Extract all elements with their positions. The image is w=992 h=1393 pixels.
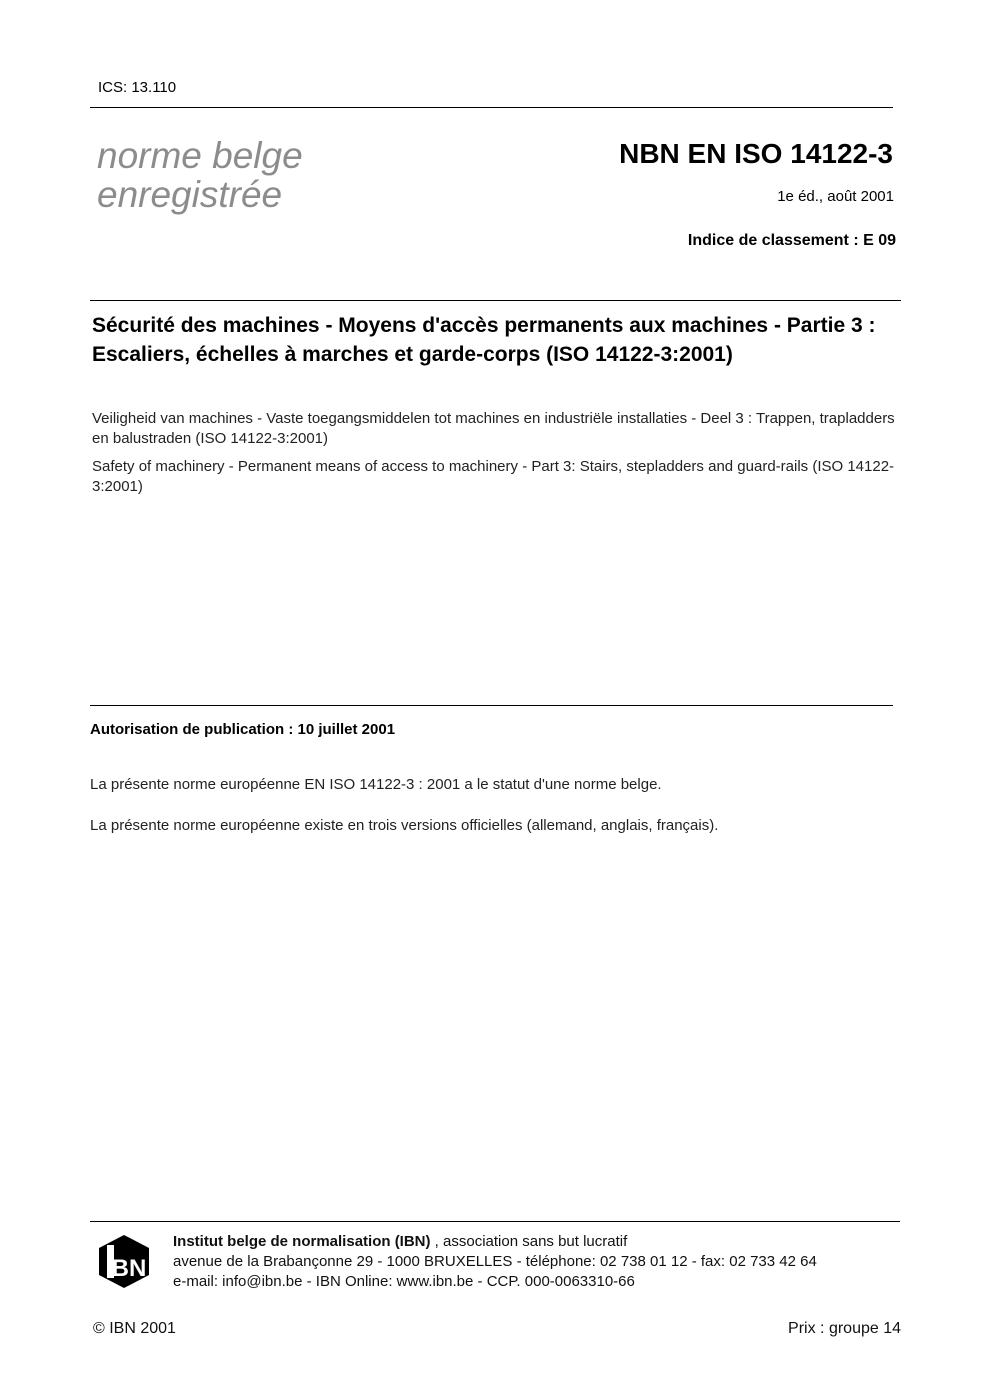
footer-divider: [90, 1221, 900, 1222]
logo-text: BN: [111, 1255, 147, 1282]
title-divider: [90, 300, 901, 301]
title-dutch: Veiligheid van machines - Vaste toegangsmiddelen tot machines en industriële installaties - Deel 3 : Trappen, trapladders en balustraden (ISO 14122-3:2001): [92, 410, 895, 447]
ics-code: ICS: 13.110: [98, 79, 177, 96]
classification-index: Indice de classement : E 09: [687, 232, 896, 249]
institute-suffix: , association sans but lucratif: [430, 1233, 628, 1250]
status-statement: La présente norme européenne EN ISO 14122-3 : 2001 a le statut d'une norme belge.: [90, 776, 662, 793]
institute-address: avenue de la Brabançonne 29 - 1000 BRUXELLES - téléphone: 02 738 01 12 - fax: 02 733 42 64: [173, 1253, 817, 1270]
ibn-logo-icon: [98, 1234, 150, 1289]
institute-contact: e-mail: info@ibn.be - IBN Online: www.ibn.be - CCP. 000-0063310-66: [173, 1273, 635, 1290]
institute-line: [173, 1232, 817, 1252]
body-divider: [90, 705, 893, 706]
top-divider: [90, 107, 893, 108]
standard-number: NBN EN ISO 14122-3: [619, 138, 893, 169]
copyright: © IBN 2001: [93, 1320, 176, 1337]
publication-authorization: Autorisation de publication : 10 juillet 2001: [90, 721, 396, 738]
versions-statement: La présente norme européenne existe en trois versions officielles (allemand, anglais, français).: [90, 817, 719, 834]
brand-line-1: norme belge: [97, 135, 303, 176]
edition-date: 1e éd., août 2001: [777, 188, 894, 205]
brand-title: [97, 136, 303, 214]
brand-line-2: enregistrée: [97, 174, 283, 215]
price-group: Prix : groupe 14: [788, 1320, 901, 1337]
title-french: Sécurité des machines - Moyens d'accès permanents aux machines - Partie 3 : Escaliers, échelles à marches et garde-corps (ISO 14122-3:2001): [92, 314, 876, 366]
institute-info: [173, 1232, 817, 1292]
title-english: Safety of machinery - Permanent means of access to machinery - Part 3: Stairs, stepladders and guard-rails (ISO 14122-3:2001): [92, 458, 895, 495]
institute-name: Institut belge de normalisation (IBN): [173, 1233, 431, 1250]
